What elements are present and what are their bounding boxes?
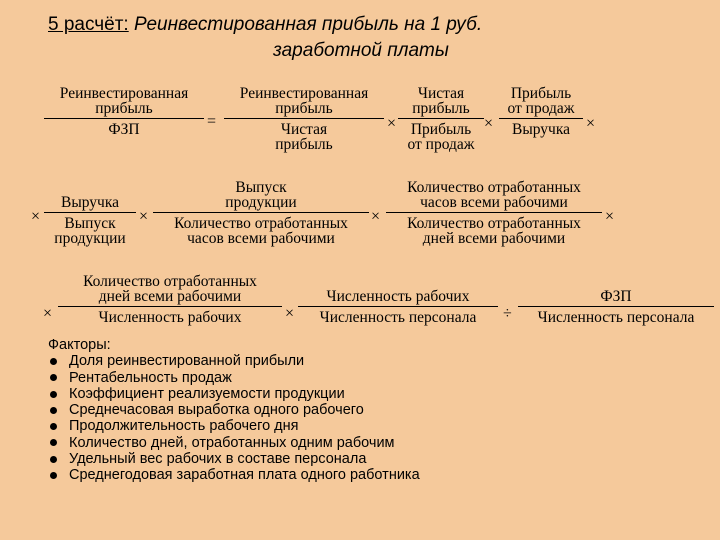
factor-item	[48, 418, 420, 434]
multiply-sign: ×	[43, 305, 53, 322]
fraction-numerator: продукции	[225, 194, 297, 211]
fraction-bar	[44, 212, 136, 213]
multiply-sign: ×	[605, 208, 615, 225]
fraction	[58, 274, 282, 325]
factor-text: Среднечасовая выработка одного рабочего	[69, 402, 364, 419]
bullet-icon	[50, 391, 57, 398]
fraction-denominator: дней всеми рабочими	[422, 230, 566, 247]
fraction-denominator: часов всеми рабочими	[187, 230, 335, 247]
fraction-numerator: Выручка	[60, 194, 120, 211]
fraction-denominator: продукции	[54, 230, 126, 247]
fraction-numerator: Реинвестированная	[239, 85, 369, 102]
fraction-numerator: прибыль	[412, 100, 470, 117]
fraction-bar	[386, 212, 602, 213]
factors-block	[48, 337, 420, 484]
fraction-denominator: Численность рабочих	[98, 309, 242, 326]
fraction-numerator: ФЗП	[600, 288, 632, 305]
bullet-icon	[50, 423, 57, 430]
fraction-denominator: Чистая	[280, 121, 328, 138]
fraction-bar	[58, 306, 282, 307]
fraction-numerator: Прибыль	[510, 85, 572, 102]
factors-heading: Факторы:	[48, 337, 111, 353]
fraction-denominator: Выпуск	[64, 215, 116, 232]
fraction-bar	[398, 118, 484, 119]
multiply-sign: ×	[371, 208, 381, 225]
multiply-sign: ×	[139, 208, 149, 225]
fraction-numerator: прибыль	[95, 100, 153, 117]
fraction	[298, 289, 498, 325]
title-text: Реинвестированная прибыль на 1 руб.	[134, 14, 483, 35]
factor-item	[48, 386, 420, 402]
bullet-icon	[50, 439, 57, 446]
fraction-bar	[499, 118, 583, 119]
title-prefix: 5 расчёт:	[48, 14, 129, 35]
fraction-numerator: Количество отработанных	[407, 179, 581, 196]
factor-text: Коэффициент реализуемости продукции	[69, 385, 345, 402]
fraction	[44, 195, 136, 246]
fraction-denominator: Прибыль	[410, 121, 472, 138]
fraction	[44, 86, 204, 137]
multiply-sign: ×	[387, 115, 397, 132]
fraction-bar	[224, 118, 384, 119]
multiply-sign: ×	[484, 115, 494, 132]
fraction-numerator: прибыль	[275, 100, 333, 117]
fraction-numerator: Реинвестированная	[59, 85, 189, 102]
fraction	[518, 289, 714, 325]
fraction-numerator: Выпуск	[235, 179, 287, 196]
fraction-numerator: Численность рабочих	[326, 288, 470, 305]
fraction-numerator: Чистая	[417, 85, 465, 102]
bullet-icon	[50, 407, 57, 414]
fraction-denominator: от продаж	[407, 136, 475, 153]
factor-text: Рентабельность продаж	[69, 369, 232, 386]
multiply-sign: ×	[285, 305, 295, 322]
factor-item	[48, 353, 420, 369]
fraction-denominator: Выручка	[511, 121, 571, 138]
multiply-sign: ×	[31, 208, 41, 225]
divide-sign: ÷	[503, 305, 512, 322]
fraction-bar	[44, 118, 204, 119]
equals-sign: =	[207, 113, 217, 130]
fraction	[386, 180, 602, 246]
bullet-icon	[50, 374, 57, 381]
fraction	[224, 86, 384, 152]
factor-text: Продолжительность рабочего дня	[69, 418, 299, 435]
fraction-denominator: Количество отработанных	[407, 215, 581, 232]
factor-item	[48, 467, 420, 483]
factor-item	[48, 451, 420, 467]
fraction-bar	[518, 306, 714, 307]
factor-item	[48, 370, 420, 386]
slide-title-line2: заработной платы	[273, 40, 449, 61]
factor-text: Количество дней, отработанных одним рабочим	[69, 434, 395, 451]
fraction	[398, 86, 484, 152]
fraction-denominator: Численность персонала	[537, 309, 695, 326]
multiply-sign: ×	[586, 115, 596, 132]
bullet-icon	[50, 456, 57, 463]
fraction-denominator: ФЗП	[108, 121, 140, 138]
fraction-denominator: Количество отработанных	[174, 215, 348, 232]
factor-text: Среднегодовая заработная плата одного работника	[69, 467, 420, 484]
fraction	[153, 180, 369, 246]
fraction-bar	[298, 306, 498, 307]
fraction-denominator: Численность персонала	[319, 309, 477, 326]
slide-title	[48, 14, 482, 36]
fraction	[499, 86, 583, 137]
factor-text: Удельный вес рабочих в составе персонала	[69, 451, 367, 468]
factor-text: Доля реинвестированной прибыли	[69, 353, 305, 370]
fraction-numerator: дней всеми рабочими	[98, 288, 242, 305]
fraction-denominator: прибыль	[275, 136, 333, 153]
fraction-bar	[153, 212, 369, 213]
factor-item	[48, 402, 420, 418]
fraction-numerator: Количество отработанных	[83, 273, 257, 290]
fraction-numerator: часов всеми рабочими	[420, 194, 568, 211]
factor-item	[48, 435, 420, 451]
bullet-icon	[50, 472, 57, 479]
fraction-numerator: от продаж	[507, 100, 575, 117]
factors-list	[48, 353, 420, 483]
bullet-icon	[50, 358, 57, 365]
